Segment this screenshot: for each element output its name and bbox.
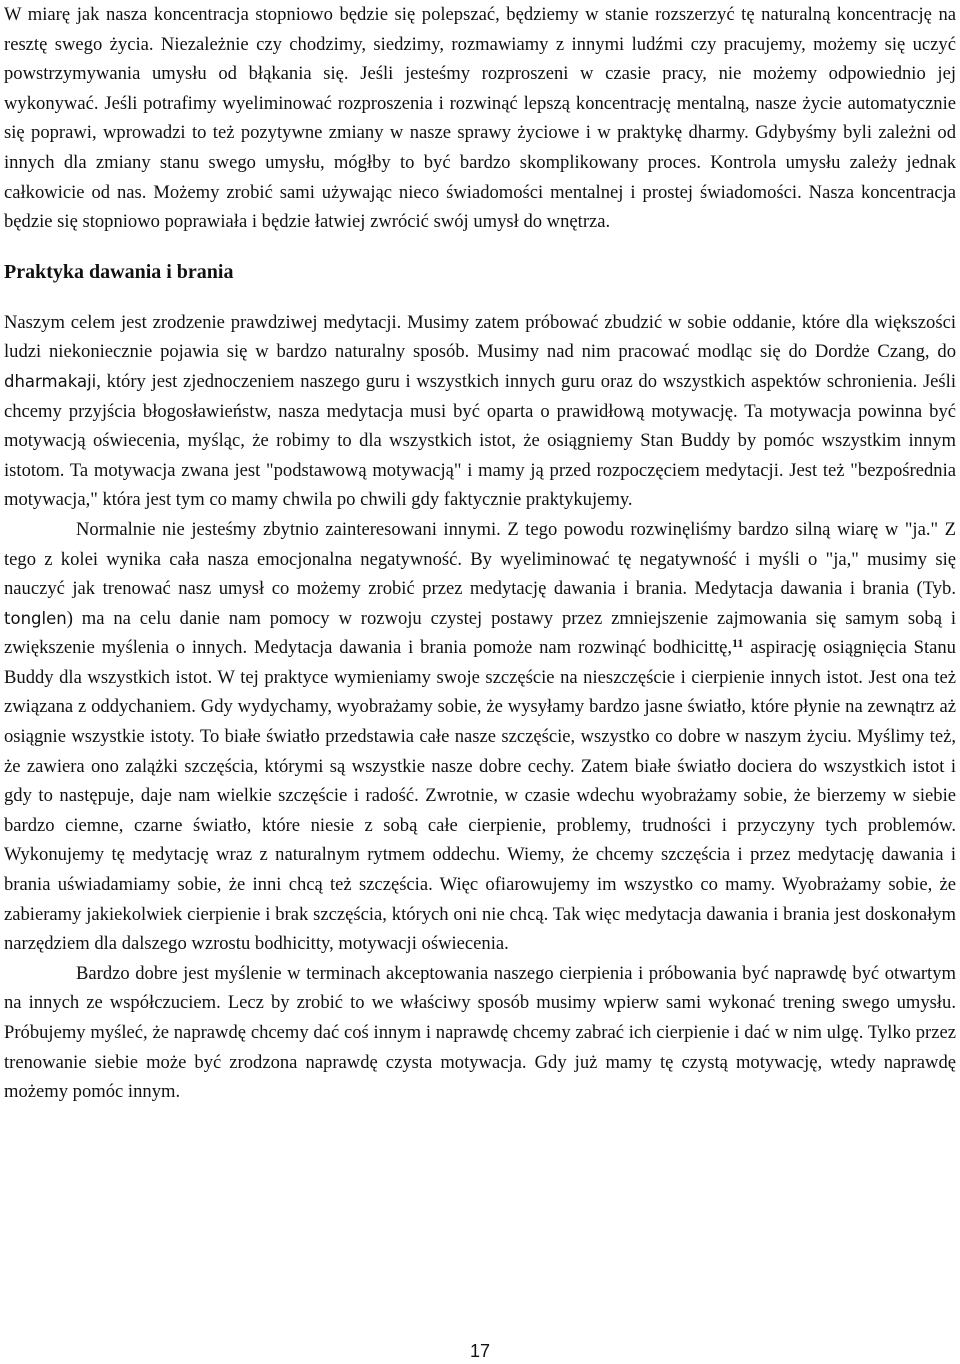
page-number: 17 — [469, 1341, 491, 1361]
term-dharmakaji: dharmakaji — [4, 371, 97, 391]
footnote-marker[interactable]: 11 — [732, 636, 744, 651]
intro-paragraph: W miarę jak nasza koncentracja stopniowo będzie się polepszać, będziemy w stanie rozszerzyć tę naturalną koncentrację na resztę swego życia. Niezależnie czy chodzimy, siedzimy, rozmawiamy z innymi ludźmi czy pracujemy, możemy się uczyć powstrzymywania umysłu od błąkania się. Jeśli jesteśmy rozproszeni w czasie pracy, nie możemy odpowiednio jej wykonywać. Jeśli potrafimy wyeliminować rozproszenia i rozwinąć lepszą koncentrację mentalną, nasze życie automatycznie się poprawi, wprowadzi to też pozytywne zmiany w nasze sprawy życiowe i w praktykę dharmy. Gdybyśmy byli zależni od innych dla zmiany stanu swego umysłu, mógłby to być bardzo skomplikowany proces. Kontrola umysłu zależy jednak całkowicie od nas. Możemy zrobić sami używając nieco świadomości mentalnej i prostej świadomości. Nasza koncentracja będzie się stopniowo poprawiała i będzie łatwiej zwrócić swój umysł do wnętrza. — [4, 4, 956, 233]
term-tonglen: tonglen — [4, 608, 67, 628]
paragraph-motivation-text-2: , który jest zjednoczeniem naszego guru i wszystkich innych guru oraz do wszystkich aspektów schronienia. Jeśli chcemy przyjścia błogosławieństw, nasza medytacja musi być oparta o prawidłową motywację. Ta motywacja powinna być motywacją oświecenia, myśląc, że robimy to dla wszystkich istot, że osiągniemy Stan Buddy by pomóc wszystkim innym istotom. Ta motywacja zwana jest "podstawową motywacją" i mamy ją przed rozpoczęciem medytacji. Jest też "bezpośrednia motywacja," która jest tym co mamy chwila po chwili gdy faktycznie praktykujemy. — [4, 370, 956, 511]
section-heading: Praktyka dawania i brania — [4, 260, 234, 283]
paragraph-motivation-text-1: Naszym celem jest zrodzenie prawdziwej medytacji. Musimy zatem próbować zbudzić w sobie oddanie, które dla większości ludzi niekoniecznie pojawia się w bardzo naturalny sposób. Musimy nad nim pracować modląc się do Dordże Czang, do — [4, 311, 956, 363]
paragraph-motivation — [4, 308, 956, 515]
paragraph-tonglen — [4, 515, 956, 959]
paragraph-tonglen-text-1: Normalnie nie jesteśmy zbytnio zainteresowani innymi. Z tego powodu rozwinęliśmy bardzo silną wiarę w "ja." Z tego z kolei wynika cała nasza emocjonalna negatywność. By wyeliminować tę negatywność i myśli o "ja," musimy się nauczyć jak trenować nasz umysł co możemy zrobić przez medytację dawania i brania. Medytacja dawania i brania (Tyb. — [4, 518, 956, 600]
paragraph-compassion: Bardzo dobre jest myślenie w terminach akceptowania naszego cierpienia i próbowania być naprawdę być otwartym na innych ze współczuciem. Lecz by zrobić to we właściwy sposób musimy wpierw sami wykonać trening swego umysłu. Próbujemy myśleć, że naprawdę chcemy dać coś innym i naprawdę chcemy zabrać ich cierpienie i dać w nim ulgę. Tylko przez trenowanie siebie może być zrodzona naprawdę czysta motywacja. Gdy już mamy tę czystą motywację, wtedy naprawdę możemy pomóc innym. — [4, 962, 956, 1103]
paragraph-tonglen-text-2: ) ma na celu danie nam pomocy w rozwoju czystej postawy przez zmniejszenie zajmowania się samym sobą i zwiększenie myślenia o innych. Medytacja dawania i brania pomoże nam rozwinąć bodhicittę, — [4, 607, 956, 659]
paragraph-tonglen-text-3: aspirację osiągnięcia Stanu Buddy dla wszystkich istot. W tej praktyce wymieniamy swoje szczęście na nieszczęście i cierpienie innych istot. Jest ona też związana z oddychaniem. Gdy wydychamy, wyobrażamy sobie, że wysyłamy bardzo jasne światło, które płynie na zewnątrz aż osiągnie wszystkie istoty. To białe światło przedstawia całe nasze szczęście, wszystko co dobre w naszym życiu. Myślimy też, że zawiera ono zalążki szczęścia, którymi są wszystkie nasze dobre cechy. Zatem białe światło dociera do wszystkich istot i gdy to następuje, daje nam wielkie szczęście i radość. Zwrotnie, w czasie wdechu wyobrażamy sobie, że bierzemy w siebie bardzo ciemne, czarne światło, które niesie z sobą całe cierpienie, problemy, trudności i przyczyny tych problemów. Wykonujemy tę medytację wraz z naturalnym rytmem oddechu. Wiemy, że chcemy szczęścia i przez medytację dawania i brania uświadamiamy sobie, że inni chcą też szczęścia. Więc ofiarowujemy im wszystko co mamy. Wyobrażamy sobie, że zabieramy jakiekolwiek cierpienie i brak szczęścia, których oni nie chcą. Tak więc medytacja dawania i brania jest doskonałym narzędziem dla dalszego wzrostu bodhicitty, motywacji oświecenia. — [4, 637, 956, 955]
document-page — [4, 0, 956, 1107]
